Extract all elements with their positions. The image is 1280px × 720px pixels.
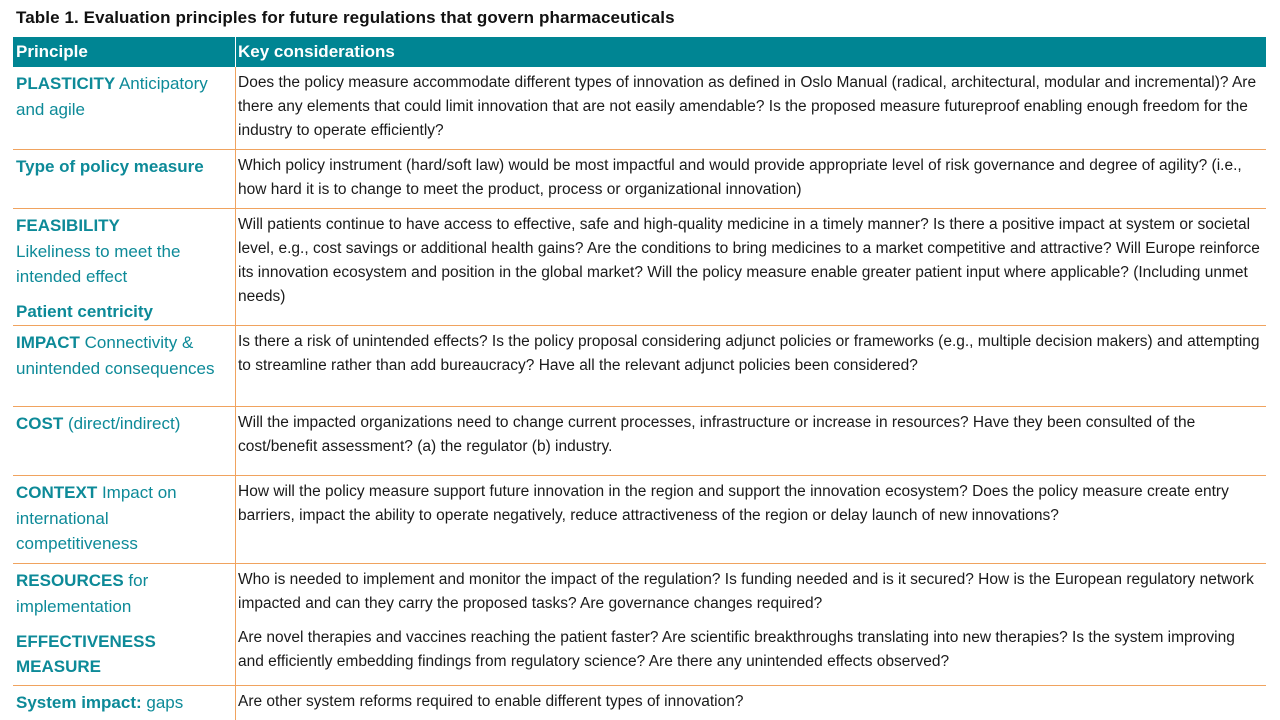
table-row (13, 150, 1266, 209)
principle-cell (16, 480, 230, 557)
column-divider (235, 564, 236, 685)
principle-keyword: FEASIBILITY (16, 216, 120, 235)
principle-cell (16, 71, 230, 122)
consideration-cell: Are other system reforms required to enable different types of innovation? (238, 693, 744, 710)
principle-keyword: System impact: (16, 693, 142, 712)
table-row (13, 209, 1266, 326)
table-row (13, 564, 1266, 686)
column-divider (235, 686, 236, 720)
table-header-row (13, 37, 1266, 67)
principle-keyword: PLASTICITY (16, 74, 116, 93)
consideration-cell: Will patients continue to have access to effective, safe and high-quality medicine in a timely manner? Is there a positive impact at system or societal level, e.g., cost savings or additional health gains? Are the conditions to bring medicines to a market competitive and attractive? Will Europe reinforce its innovation ecosystem and position in the global market? Will the policy measure enable greater patient input where applicable? (Including unmet needs) (238, 216, 1260, 305)
header-considerations: Key considerations (238, 42, 395, 61)
principle-description: Likeliness to meet the intended effect (16, 241, 181, 286)
principle-subheading: Patient centricity (16, 302, 153, 321)
consideration-cell: Does the policy measure accommodate different types of innovation as defined in Oslo Manual (radical, architectural, modular and incremental)? Are there any elements that could limit innovation that are not easily amendable? Is the proposed measure futureproof enabling enough freedom for the industry to operate efficiently? (238, 74, 1257, 139)
principle-subheading: EFFECTIVENESS MEASURE (16, 632, 156, 676)
column-divider (235, 67, 236, 149)
header-principle: Principle (16, 42, 88, 61)
consideration-cell: Which policy instrument (hard/soft law) would be most impactful and would provide appropriate level of risk governance and degree of agility? (i.e., how hard it is to change to meet the product, process or organizational innovation) (238, 157, 1242, 198)
principle-description: for implementation (16, 571, 149, 616)
column-divider (235, 326, 236, 406)
principle-description: Anticipatory and agile (16, 74, 208, 119)
consideration-cell: Will the impacted organizations need to change current processes, infrastructure or increase in resources? Have they been consulted of the cost/benefit assessment? (a) the regulator (b) industry. (238, 414, 1196, 455)
principle-cell (16, 154, 230, 180)
principle-keyword: Type of policy measure (16, 157, 204, 176)
principle-description: Impact on international competitiveness (16, 483, 177, 553)
table-row (13, 686, 1266, 720)
principle-description: (direct/indirect) (63, 414, 181, 433)
column-divider (235, 209, 236, 325)
column-divider (235, 150, 236, 208)
consideration-cell: Who is needed to implement and monitor the impact of the regulation? Is funding needed and is it secured? How is the European regulatory network impacted and can they carry the proposed tasks? Are governance changes required? (238, 571, 1254, 612)
consideration-cell: Is there a risk of unintended effects? Is the policy proposal considering adjunct policies or frameworks (e.g., multiple decision makers) and attempting to streamline rather than add bureaucracy? Have all the relevant adjunct policies been considered? (238, 333, 1260, 374)
table-row (13, 326, 1266, 407)
column-divider (235, 476, 236, 563)
principle-description: gaps (141, 693, 184, 712)
consideration-cell: How will the policy measure support future innovation in the region and support the innovation ecosystem? Does the policy measure create entry barriers, impact the ability to operate negatively, reduce attractiveness of the region or delay launch of new innovations? (238, 483, 1229, 524)
column-divider (235, 407, 236, 475)
table-row (13, 407, 1266, 476)
principle-cell (16, 690, 230, 716)
table-row (13, 67, 1266, 150)
table-caption: Table 1. Evaluation principles for future regulations that govern pharmaceuticals (16, 8, 675, 27)
header-divider (235, 37, 236, 67)
table-row (13, 476, 1266, 564)
principle-cell (16, 330, 230, 381)
principle-keyword: CONTEXT (16, 483, 98, 502)
consideration-cell-secondary: Are novel therapies and vaccines reaching the patient faster? Are scientific breakthroughs translating into new therapies? Is the system improving and efficiently embedding findings from regulatory science? Are there any unintended effects observed? (238, 629, 1235, 670)
principle-description: Connectivity & unintended consequences (16, 333, 215, 378)
principle-keyword: RESOURCES (16, 571, 124, 590)
principle-keyword: IMPACT (16, 333, 80, 352)
principle-keyword: COST (16, 414, 64, 433)
principle-cell (16, 411, 230, 437)
principle-cell (16, 213, 230, 290)
principle-cell (16, 568, 230, 619)
